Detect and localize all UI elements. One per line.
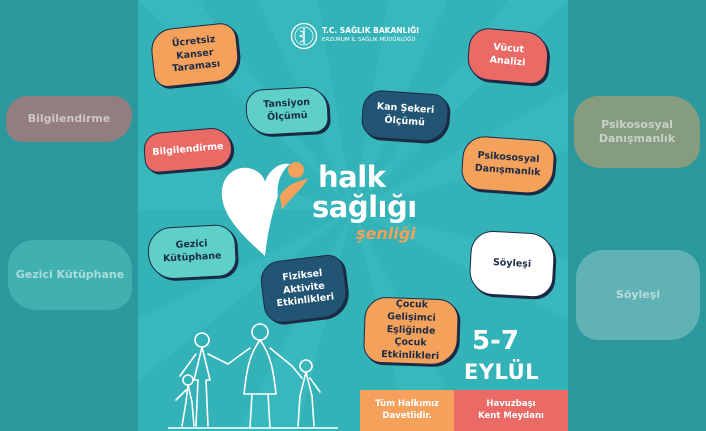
activity-child-development: Çocuk Gelişimci Eşliğinde Çocuk Etkinlikleri (363, 296, 459, 365)
invitation-line-2: Davetlidir. (382, 410, 432, 421)
activity-blood-sugar: Kan Şekeri Ölçümü (360, 89, 449, 143)
blurred-side-left (0, 0, 138, 431)
venue-banner (454, 390, 568, 431)
activity-blood-pressure: Tansiyon Ölçümü (245, 86, 329, 136)
ghost-label-right-2: Söyleşi (576, 250, 700, 340)
activity-information: Bilgilendirme (142, 126, 233, 174)
invitation-banner (360, 390, 454, 431)
activity-interview: Söyleşi (468, 230, 555, 298)
heart-figure-icon (218, 152, 312, 262)
ministry-emblem-icon (290, 22, 318, 50)
event-date-days: 5-7 (472, 326, 519, 356)
event-date-month: EYLÜL (464, 360, 540, 384)
logo-line-halk: halk (318, 160, 386, 194)
event-poster (138, 0, 568, 431)
activity-mobile-library: Gezici Kütüphane (147, 224, 238, 281)
ghost-label-right-1: Psikososyal Danışmanlık (574, 96, 700, 168)
activity-cancer-screening: Ücretsiz Kanser Taraması (149, 22, 241, 89)
blurred-side-right (568, 0, 706, 431)
ghost-label-left-1: Bilgilendirme (6, 96, 132, 142)
logo-line-sagligi: sağlığı (312, 190, 417, 224)
ghost-label-left-2: Gezici Kütüphane (8, 240, 132, 310)
invitation-line-1: Tüm Halkımız (375, 399, 439, 410)
family-illustration-icon (168, 316, 338, 431)
ministry-subtitle: ERZURUM İL SAĞLIK MÜDÜRLÜĞÜ (322, 37, 416, 43)
activity-psychosocial: Psikososyal Danışmanlık (460, 135, 556, 195)
logo-line-senligi: şenliği (356, 224, 416, 243)
ministry-header (288, 22, 448, 52)
venue-line-1: Havuzbaşı (486, 399, 536, 410)
activity-body-analysis: Vücut Analizi (466, 27, 550, 86)
activity-physical: Fiziksel Aktivite Etkinlikleri (259, 253, 350, 325)
venue-line-2: Kent Meydanı (478, 410, 544, 421)
ministry-title: T.C. SAĞLIK BAKANLIĞI (322, 26, 420, 35)
